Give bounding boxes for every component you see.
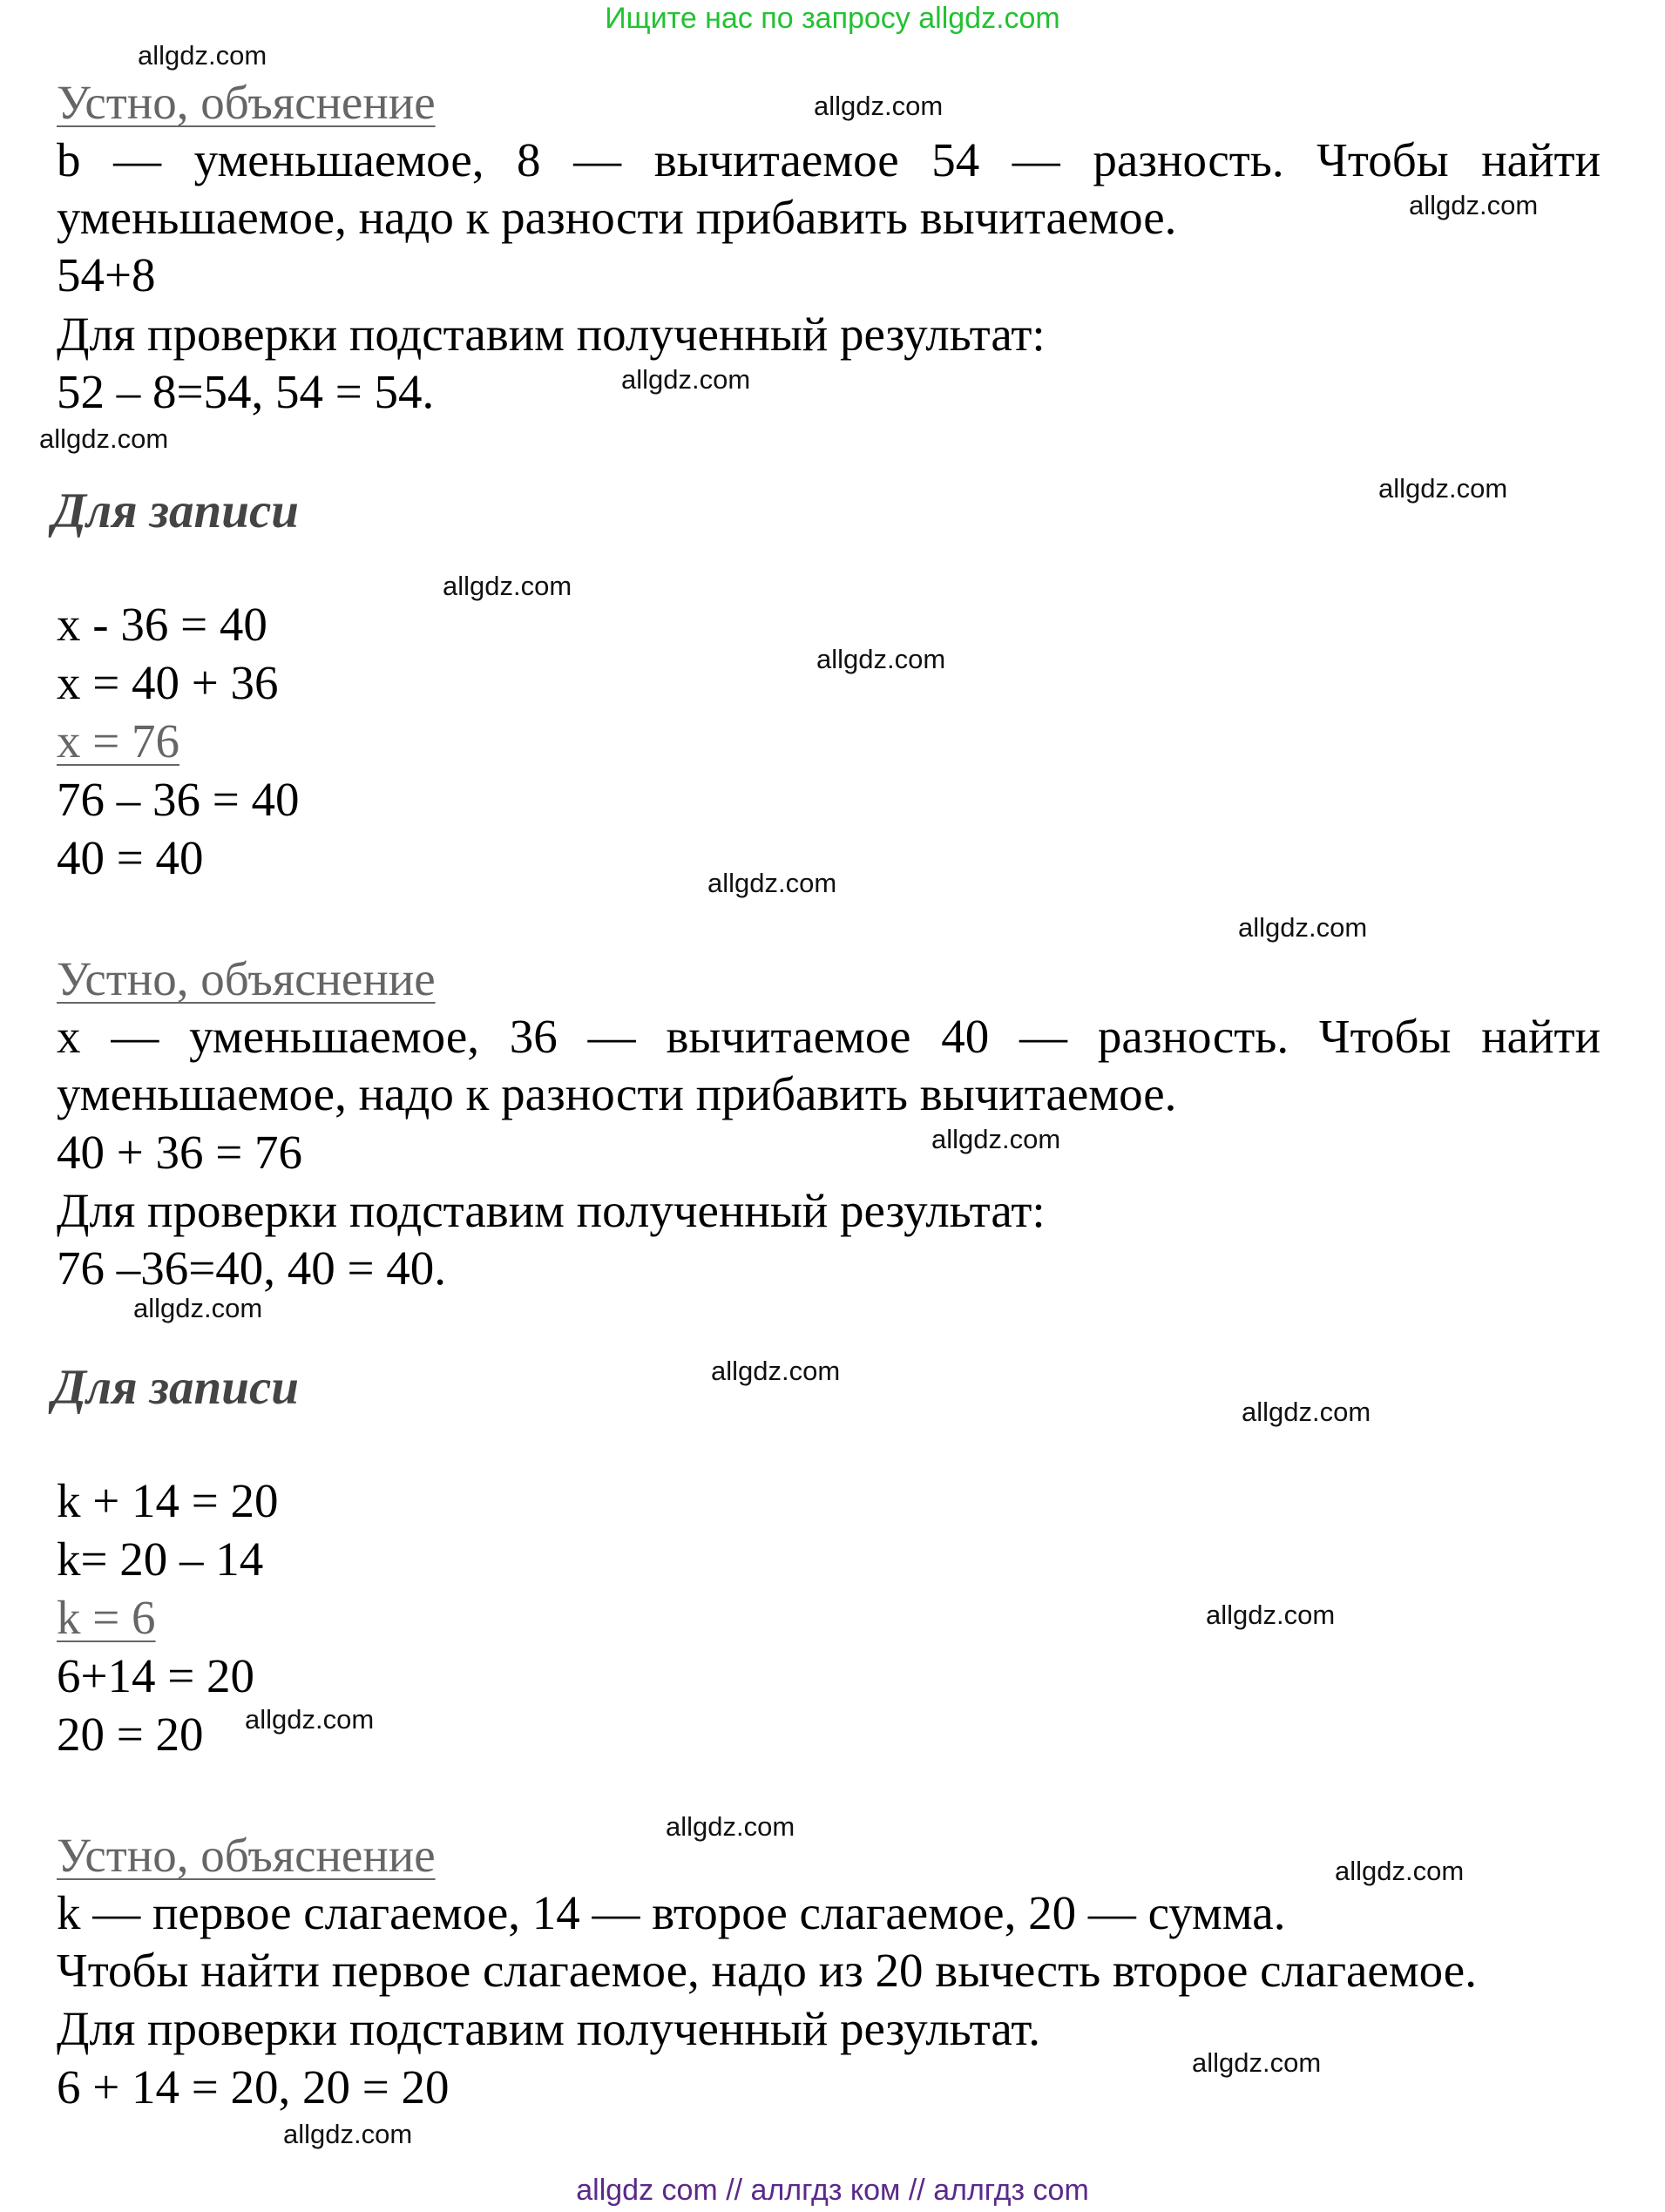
section-heading-oral: Устно, объяснение (57, 952, 436, 1005)
equation-line: x - 36 = 40 (57, 598, 267, 651)
expression-line: 40 + 36 = 76 (57, 1126, 303, 1179)
watermark: allgdz.com (931, 1124, 1061, 1154)
equation-line: x = 40 + 36 (57, 656, 279, 709)
equation-line: k + 14 = 20 (57, 1474, 279, 1527)
check-line: 6+14 = 20 (57, 1649, 255, 1702)
text-line: k — первое слагаемое, 14 — второе слагаемое, 20 — сумма. (57, 1886, 1286, 1939)
check-line: 52 – 8=54, 54 = 54. (57, 365, 435, 418)
watermark: allgdz.com (816, 644, 946, 674)
top-banner: Ищите нас по запросу allgdz.com (605, 2, 1060, 35)
watermark: allgdz.com (666, 1811, 795, 1842)
text-line: уменьшаемое, надо к разности прибавить вычитаемое. (57, 191, 1177, 244)
text-line: b — уменьшаемое, 8 — вычитаемое 54 — разность. Чтобы найти (57, 133, 1601, 186)
answer-line (57, 1589, 156, 1647)
watermark: allgdz.com (707, 868, 837, 898)
check-line: 76 – 36 = 40 (57, 773, 300, 826)
watermark: allgdz.com (1378, 473, 1508, 504)
section-heading-oral: Устно, объяснение (57, 76, 436, 129)
section-heading-oral: Устно, объяснение (57, 1829, 436, 1882)
watermark: allgdz.com (1238, 912, 1368, 943)
text-line: Для проверки подставим полученный результат: (57, 1184, 1046, 1237)
watermark: allgdz.com (138, 40, 267, 71)
watermark: allgdz.com (443, 571, 572, 601)
expression-line: 54+8 (57, 248, 156, 301)
equation-line: k= 20 – 14 (57, 1532, 264, 1586)
check-line: 6 + 14 = 20, 20 = 20 (57, 2060, 450, 2114)
text-line: Для проверки подставим полученный результат. (57, 2002, 1040, 2055)
text-line: уменьшаемое, надо к разности прибавить вычитаемое. (57, 1067, 1177, 1120)
watermark: allgdz.com (711, 1356, 841, 1386)
watermark: allgdz.com (1242, 1397, 1371, 1427)
footer-links: allgdz com // аллгдз ком // аллгдз com (576, 2174, 1089, 2207)
watermark: allgdz.com (621, 364, 751, 395)
text-line: Для проверки подставим полученный результат: (57, 308, 1046, 361)
answer-value: k = 6 (57, 1591, 156, 1644)
check-line: 40 = 40 (57, 831, 204, 884)
watermark: allgdz.com (245, 1704, 375, 1735)
section-heading-record: Для записи (52, 484, 299, 538)
watermark: allgdz.com (283, 2119, 413, 2149)
answer-line (57, 713, 179, 770)
watermark: allgdz.com (1192, 2047, 1322, 2078)
watermark: allgdz.com (133, 1293, 263, 1323)
section-heading-record: Для записи (52, 1360, 299, 1415)
check-line: 20 = 20 (57, 1708, 204, 1761)
text-line: Чтобы найти первое слагаемое, надо из 20 вычесть второе слагаемое. (57, 1944, 1477, 1997)
watermark: allgdz.com (1409, 190, 1539, 220)
check-line: 76 –36=40, 40 = 40. (57, 1241, 447, 1295)
watermark: allgdz.com (1206, 1600, 1336, 1630)
answer-value: x = 76 (57, 714, 180, 768)
watermark: allgdz.com (1335, 1856, 1465, 1886)
text-line: x — уменьшаемое, 36 — вычитаемое 40 — разность. Чтобы найти (57, 1010, 1601, 1063)
watermark: allgdz.com (814, 91, 944, 121)
watermark: allgdz.com (39, 423, 169, 454)
